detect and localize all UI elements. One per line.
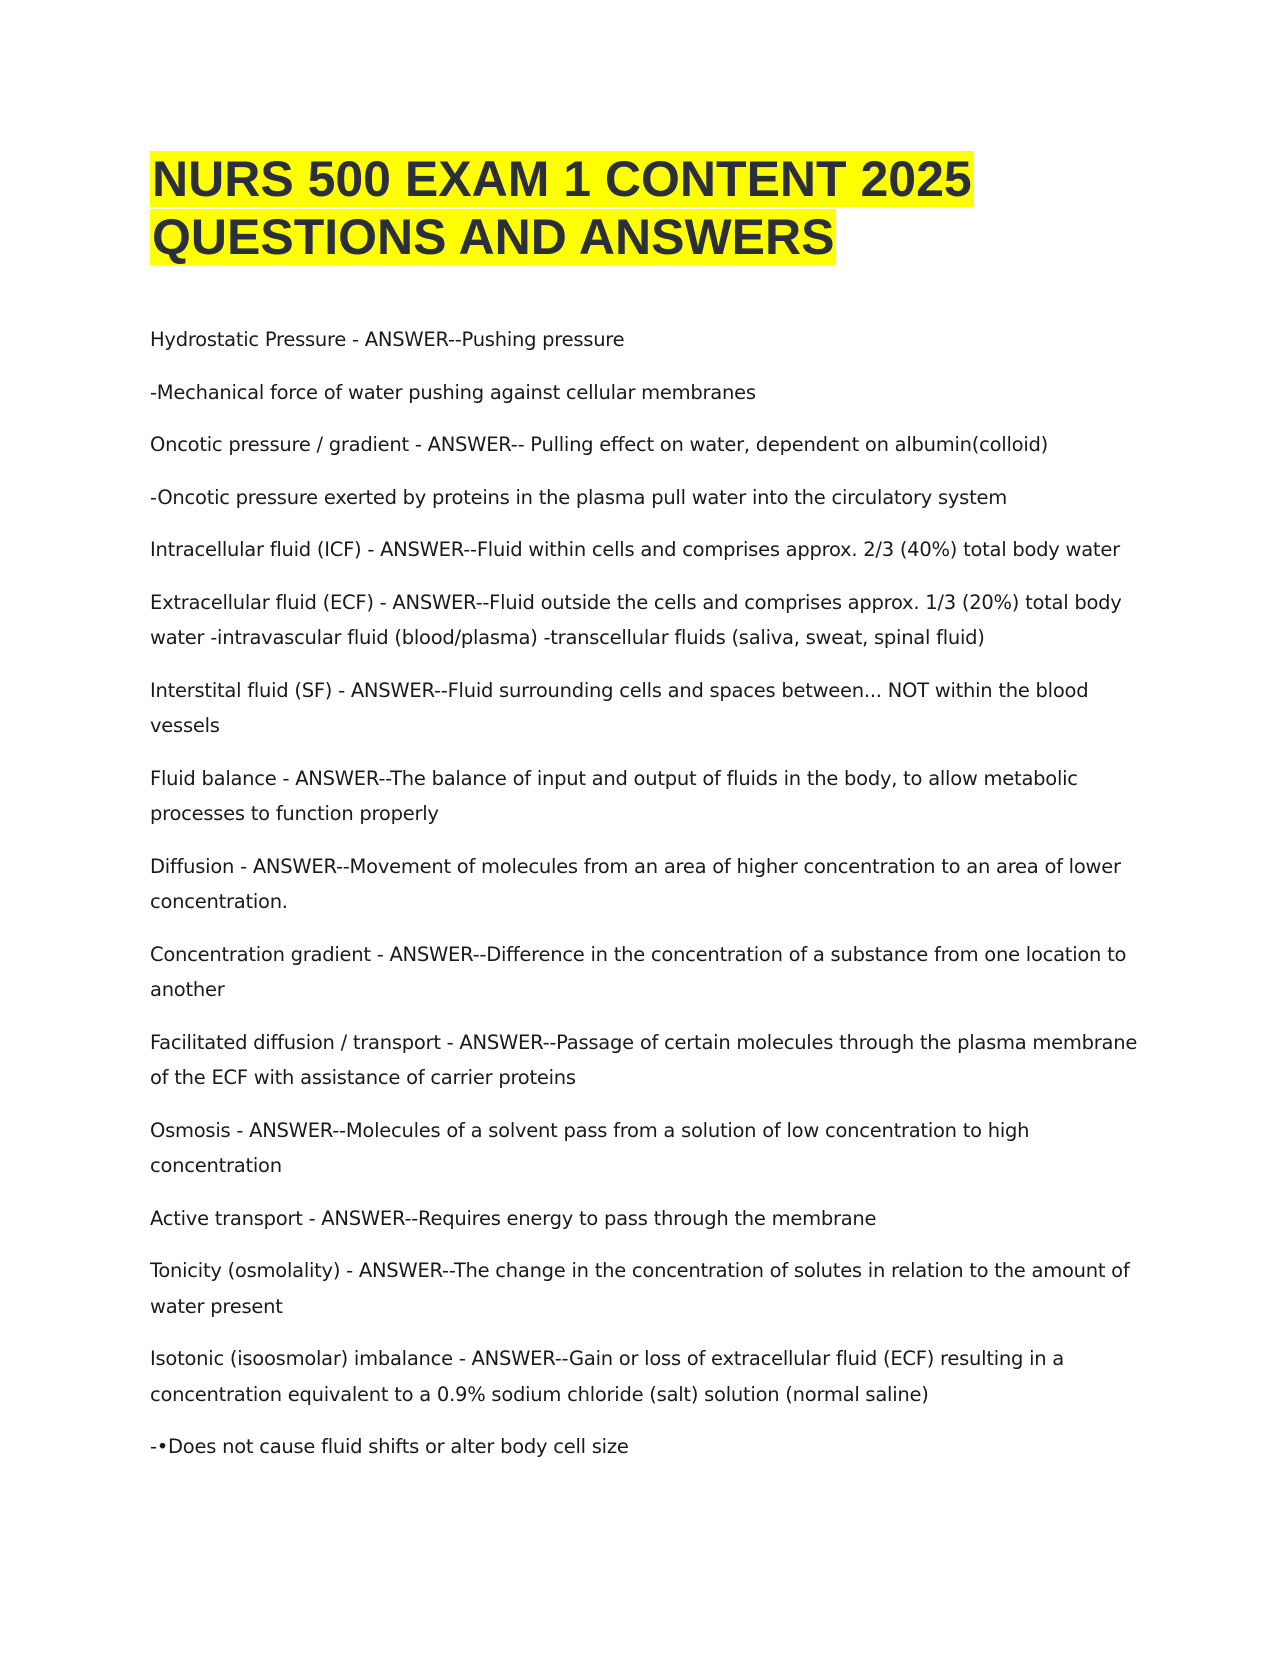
- entry-osmosis: Osmosis - ANSWER--Molecules of a solvent pass from a solution of low concentration to high concentration: [150, 1118, 1030, 1177]
- page-title: [150, 150, 1130, 266]
- title-line-2: QUESTIONS AND ANSWERS: [152, 209, 835, 265]
- entry-extracellular-fluid: Extracellular fluid (ECF) - ANSWER--Fluid outside the cells and comprises approx. 1/3 (20%) total body water -intravascular fluid (blood/plasma) -transcellular fluids (saliva, sweat, spinal fluid): [150, 590, 1122, 649]
- entry-active-transport: Active transport - ANSWER--Requires energy to pass through the membrane: [150, 1206, 877, 1230]
- entry-isotonic-imbalance: Isotonic (isoosmolar) imbalance - ANSWER--Gain or loss of extracellular fluid (ECF) resulting in a concentration equivalent to a 0.9% sodium chloride (salt) solution (normal saline): [150, 1347, 1064, 1406]
- title-line-1: NURS 500 EXAM 1 CONTENT 2025: [152, 151, 972, 207]
- entry-intracellular-fluid: Intracellular fluid (ICF) - ANSWER--Fluid within cells and comprises approx. 2/3 (40%) total body water: [150, 538, 1120, 561]
- entry-isotonic-detail: -•Does not cause fluid shifts or alter body cell size: [150, 1435, 629, 1458]
- entry-mechanical-force: -Mechanical force of water pushing against cellular membranes: [150, 380, 756, 404]
- qa-entries: [150, 322, 1140, 1482]
- entry-tonicity: Tonicity (osmolality) - ANSWER--The change in the concentration of solutes in relation to the amount of water present: [150, 1259, 1130, 1318]
- entry-diffusion: Diffusion - ANSWER--Movement of molecules from an area of higher concentration to an area of lower concentration.: [150, 854, 1121, 913]
- entry-facilitated-diffusion: Facilitated diffusion / transport - ANSWER--Passage of certain molecules through the plasma membrane of the ECF with assistance of carrier proteins: [150, 1030, 1138, 1089]
- entry-hydrostatic-pressure: Hydrostatic Pressure - ANSWER--Pushing pressure: [150, 328, 625, 351]
- entry-interstitial-fluid: Interstital fluid (SF) - ANSWER--Fluid surrounding cells and spaces between... NOT within the blood vessels: [150, 678, 1089, 737]
- entry-oncotic-pressure: Oncotic pressure / gradient - ANSWER-- Pulling effect on water, dependent on albumin(colloid): [150, 433, 1048, 456]
- entry-concentration-gradient: Concentration gradient - ANSWER--Difference in the concentration of a substance from one location to another: [150, 942, 1127, 1001]
- entry-fluid-balance: Fluid balance - ANSWER--The balance of input and output of fluids in the body, to allow metabolic processes to function properly: [150, 766, 1078, 825]
- entry-oncotic-pressure-detail: -Oncotic pressure exerted by proteins in the plasma pull water into the circulatory system: [150, 485, 1007, 509]
